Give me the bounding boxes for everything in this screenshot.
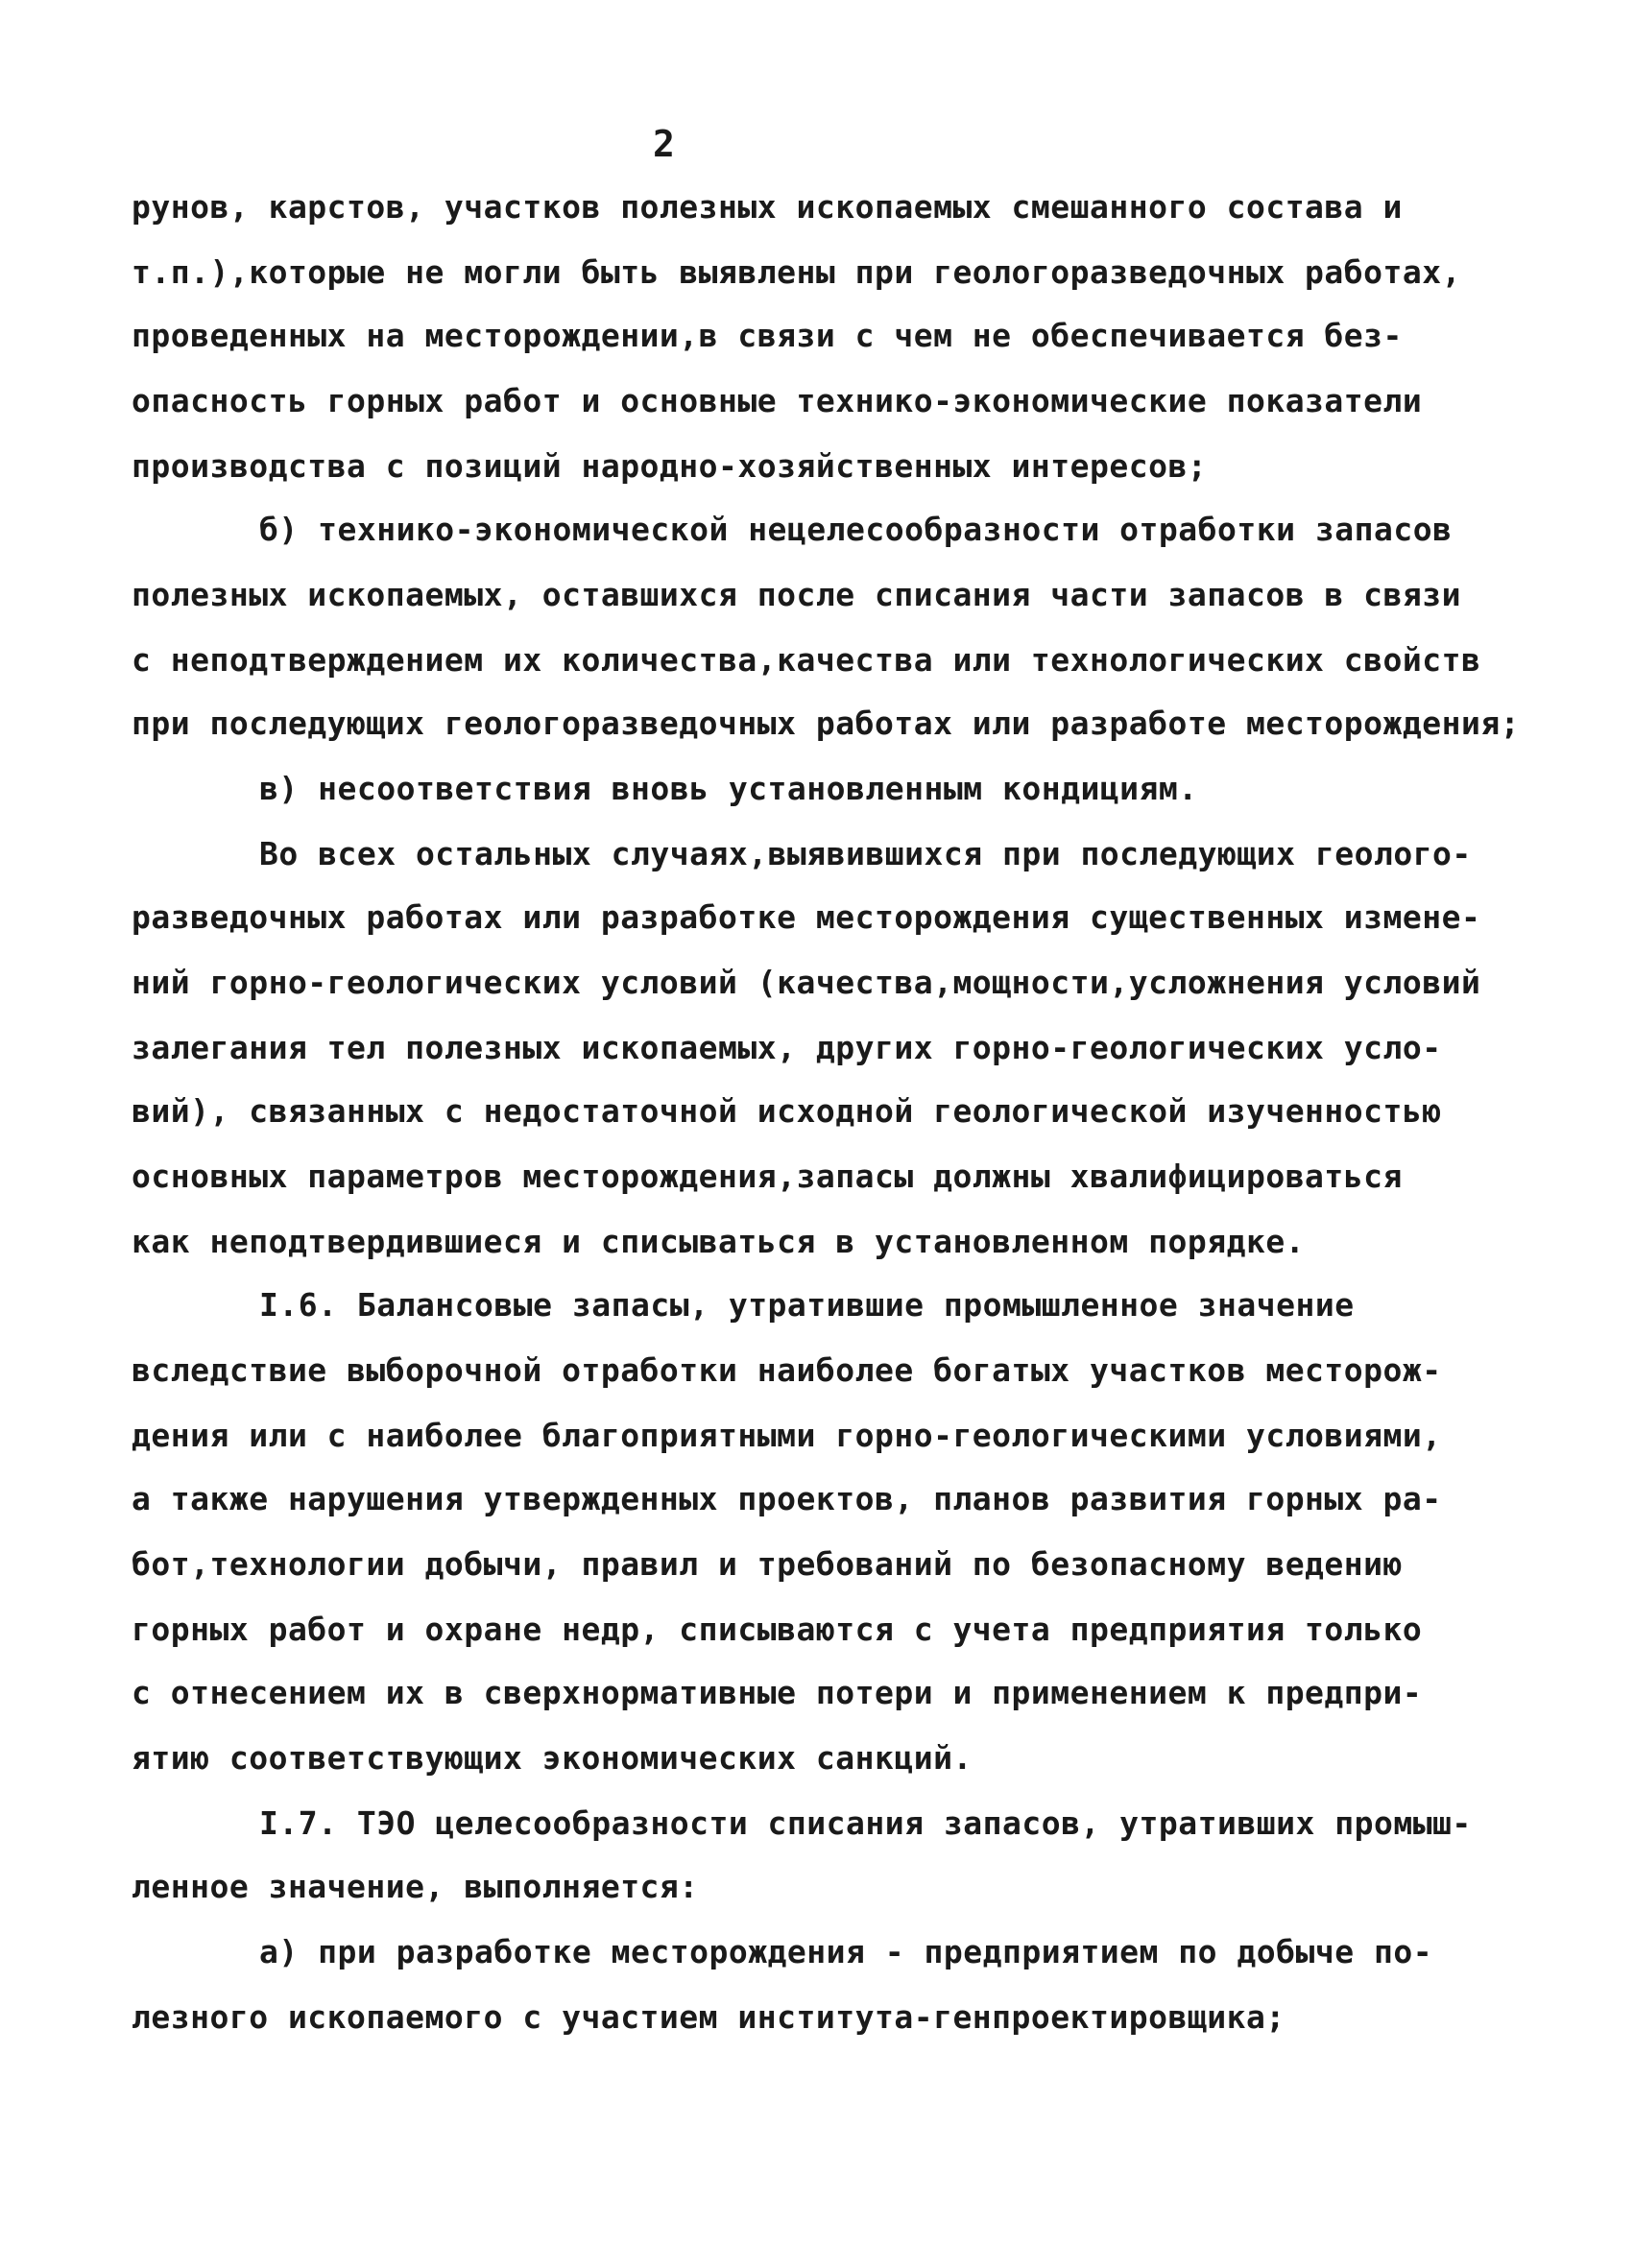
text-line: при последующих геологоразведочных работах или разработе месторождения;: [132, 704, 1521, 742]
text-line: I.6. Балансовые запасы, утратившие промышленное значение: [259, 1286, 1355, 1324]
text-line: полезных ископаемых, оставшихся после списания части запасов в связи: [132, 576, 1462, 613]
page-number: 2: [653, 123, 676, 165]
text-line: I.7. ТЭО целесообразности списания запасов, утративших промыш-: [259, 1804, 1472, 1842]
text-line: горных работ и охране недр, списываются с учета предприятия только: [132, 1611, 1423, 1648]
text-line: ний горно-геологических условий (качества,мощности,усложнения условий: [132, 964, 1481, 1001]
text-line: с неподтверждением их количества,качества или технологических свойств: [132, 641, 1481, 679]
text-line: как неподтвердившиеся и списываться в установленном порядке.: [132, 1223, 1306, 1260]
text-line: разведочных работах или разработке месторождения существенных измене-: [132, 898, 1481, 936]
text-line: Во всех остальных случаях,выявившихся при последующих геолого-: [259, 835, 1472, 872]
text-line: производства с позиций народно-хозяйственных интересов;: [132, 447, 1208, 485]
text-line: ятию соответствующих экономических санкций.: [132, 1739, 973, 1777]
text-line: дения или с наиболее благоприятными горно-геологическими условиями,: [132, 1417, 1442, 1454]
text-line: в) несоответствия вновь установленным кондициям.: [259, 770, 1198, 807]
text-line: бот,технологии добычи, правил и требований по безопасному ведению: [132, 1545, 1403, 1583]
text-line: т.п.),которые не могли быть выявлены при геологоразведочных работах,: [132, 253, 1462, 291]
text-line: с отнесением их в сверхнормативные потери и применением к предпри-: [132, 1674, 1423, 1711]
text-line: б) технико-экономической нецелесообразности отработки запасов: [259, 511, 1453, 548]
text-line: залегания тел полезных ископаемых, других горно-геологических усло-: [132, 1029, 1442, 1066]
text-line: опасность горных работ и основные технико-экономические показатели: [132, 382, 1423, 419]
text-line: вий), связанных с недостаточной исходной геологической изученностью: [132, 1092, 1442, 1130]
text-line: а) при разработке месторождения - предприятием по добыче по-: [259, 1933, 1433, 1970]
text-line: основных параметров месторождения,запасы должны хвалифицироваться: [132, 1158, 1403, 1195]
text-line: лезного ископаемого с участием института-генпроектировщика;: [132, 1998, 1286, 2036]
text-line: проведенных на месторождении,в связи с чем не обеспечивается без-: [132, 317, 1403, 354]
text-line: рунов, карстов, участков полезных ископаемых смешанного состава и: [132, 188, 1403, 226]
text-line: ленное значение, выполняется:: [132, 1868, 699, 1905]
text-line: вследствие выборочной отработки наиболее богатых участков месторож-: [132, 1351, 1442, 1389]
text-line: а также нарушения утвержденных проектов, планов развития горных ра-: [132, 1480, 1442, 1517]
